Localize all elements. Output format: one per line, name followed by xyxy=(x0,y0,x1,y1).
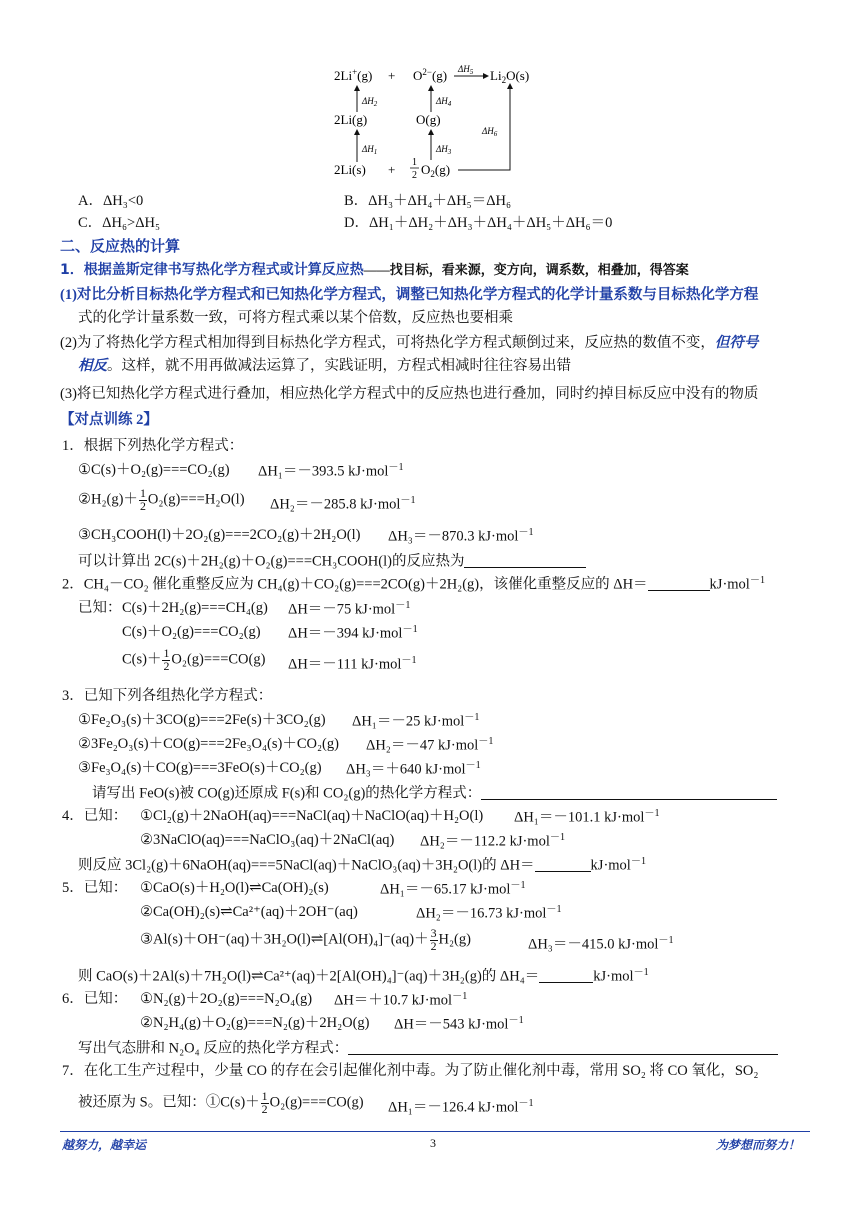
diagram-plus: + xyxy=(388,68,396,83)
diagram-label-dh1: $\Delta H_1$ xyxy=(362,144,378,156)
q6-eq2: ②N₂H₄(g)＋O₂(g)===N₂(g)＋2H₂O(g) xyxy=(140,1015,370,1031)
diagram-label-dh6: $\Delta H_6$ xyxy=(482,126,498,138)
q6-eq1-dh: ΔH＝＋10.7 kJ·mol$^{-1}$ xyxy=(334,991,468,1009)
footer-rule xyxy=(60,1131,810,1132)
diagram-half-den: 2 xyxy=(412,170,417,181)
point1-para1: (1)对比分析目标热化学方程式和已知热化学方程式，调整已知热化学方程式的化学计量系数与目标热化学方程 xyxy=(60,287,759,303)
diagram-li-solid: 2Li(s) xyxy=(334,162,366,177)
q4-answer-blank[interactable] xyxy=(535,856,591,872)
equilibrium-arrow-icon: ⇌ xyxy=(220,904,233,920)
diagram-o-gas: O(g) xyxy=(416,112,441,127)
q3-eq2: ②3Fe₂O₃(s)＋CO(g)===2Fe₃O₄(s)＋CO₂(g) xyxy=(78,736,339,752)
point1-heading xyxy=(60,262,689,279)
q4-question: 则反应 3Cl₂(g)＋6NaOH(aq)===5NaCl(aq)＋NaClO₃(aq)＋3H₂O(l)的 ΔH＝ kJ·mol$^{-1}$ xyxy=(78,856,647,874)
energy-cycle-diagram xyxy=(320,62,590,190)
q5-stem: 5．已知： xyxy=(62,880,128,896)
point1-title: 1．根据盖斯定律书写热化学方程式或计算反应热 xyxy=(60,262,364,278)
q2-eq3-dh: ΔH＝－111 kJ·mol$^{-1}$ xyxy=(288,655,417,673)
diagram-label-dh5: $\Delta H_5$ xyxy=(458,64,474,76)
q4-eq2-dh: ΔH₂＝－112.2 kJ·mol$^{-1}$ xyxy=(420,832,566,850)
q1-stem: 1．根据下列热化学方程式： xyxy=(62,438,244,454)
q1-eq3: ③CH₃COOH(l)＋2O₂(g)===2CO₂(g)＋2H₂O(l) xyxy=(78,527,361,543)
q3-answer-blank[interactable] xyxy=(481,784,777,800)
q2-eq1-dh: ΔH＝－75 kJ·mol$^{-1}$ xyxy=(288,600,411,618)
q6-eq1: ①N₂(g)＋2O₂(g)===N₂O₄(g) xyxy=(140,991,313,1007)
q6-answer-blank[interactable] xyxy=(348,1039,778,1055)
point1-para2-cont: 相反。这样，就不用再做减法运算了，实践证明，方程式相减时往往容易出错 xyxy=(78,358,571,374)
half-fraction: $\frac{1}{2}$ xyxy=(139,486,146,513)
diagram-li-ion: 2Li+(g) xyxy=(334,67,373,83)
q5-eq2-dh: ΔH₂＝－16.73 kJ·mol$^{-1}$ xyxy=(416,904,562,922)
footer-motto-right: 为梦想而努力！ xyxy=(716,1138,801,1152)
diagram-label-dh2: $\Delta H_2$ xyxy=(362,96,378,108)
point1-para2: (2)为了将热化学方程式相加得到目标热化学方程式，可将热化学方程式颠倒过来，反应热的数值不变，但符号 xyxy=(60,335,759,351)
option-b: B．ΔH₃＋ΔH₄＋ΔH₅＝ΔH₆ xyxy=(344,193,512,209)
q3-eq2-dh: ΔH₂＝－47 kJ·mol$^{-1}$ xyxy=(366,736,494,754)
q5-eq3-dh: ΔH₃＝－415.0 kJ·mol$^{-1}$ xyxy=(528,935,674,953)
diagram-li2o: $Li_2O(s)$ xyxy=(490,68,530,85)
q1-eq3-dh: ΔH₃＝－870.3 kJ·mol$^{-1}$ xyxy=(388,527,534,545)
diagram-label-dh3: $\Delta H_3$ xyxy=(436,144,452,156)
equilibrium-arrow-icon: ⇌ xyxy=(310,931,324,948)
point1-para1-cont: 式的化学计量系数一致，可将方程式乘以某个倍数，反应热也要相乘 xyxy=(78,310,513,326)
q3-eq3: ③Fe₃O₄(s)＋CO(g)===3FeO(s)＋CO₂(g) xyxy=(78,760,322,776)
q1-question: 可以计算出 2C(s)＋2H₂(g)＋O₂(g)===CH₃COOH(l)的反应热为 xyxy=(78,552,586,570)
q5-answer-blank[interactable] xyxy=(539,967,593,983)
equilibrium-arrow-icon: ⇌ xyxy=(251,968,264,985)
footer-motto-left: 越努力，越幸运 xyxy=(62,1138,147,1152)
option-d: D．ΔH₁＋ΔH₂＋ΔH₃＋ΔH₄＋ΔH₅＋ΔH₆＝0 xyxy=(344,215,613,231)
q1-eq2: ②H₂(g)＋ $\frac{1}{2}$ O₂(g)===H₂O(l) xyxy=(78,486,245,513)
q4-eq2: ②3NaClO(aq)===NaClO₃(aq)＋2NaCl(aq) xyxy=(140,832,395,848)
section-title: 二、反应热的计算 xyxy=(60,237,181,255)
point1-steps: ——找目标，看来源，变方向，调系数，相叠加，得答案 xyxy=(363,262,689,277)
diagram-plus2: + xyxy=(388,162,396,177)
q2-eq2-dh: ΔH＝－394 kJ·mol$^{-1}$ xyxy=(288,624,418,642)
q5-eq1-dh: ΔH₁＝－65.17 kJ·mol$^{-1}$ xyxy=(380,880,526,898)
q4-eq1: ①Cl₂(g)＋2NaOH(aq)===NaCl(aq)＋NaClO(aq)＋H₂O(l) xyxy=(140,808,484,824)
q4-stem: 4．已知： xyxy=(62,808,128,824)
q3-eq1: ①Fe₂O₃(s)＋3CO(g)===2Fe(s)＋3CO₂(g) xyxy=(78,712,326,728)
q2-known-label: 已知： xyxy=(78,600,122,616)
diagram-li-gas: 2Li(g) xyxy=(334,112,368,127)
q7-line2: 被还原为 S。已知：①C(s)＋ $\frac{1}{2}$ O₂(g)===CO(g) xyxy=(78,1089,364,1116)
q4-eq1-dh: ΔH₁＝－101.1 kJ·mol$^{-1}$ xyxy=(514,808,660,826)
q5-question: 则 CaO(s)＋2Al(s)＋7H₂O(l)⇌Ca²⁺(aq)＋2[Al(OH)₄]⁻(aq)＋3H₂(g)的 ΔH₄＝ kJ·mol$^{-1}$ xyxy=(78,967,649,985)
diagram-half-num: 1 xyxy=(412,157,417,168)
diagram-label-dh4: $\Delta H_4$ xyxy=(436,96,452,108)
q1-eq2-dh: ΔH₂＝－285.8 kJ·mol$^{-1}$ xyxy=(270,495,416,513)
q1-eq1: ①C(s)＋O₂(g)===CO₂(g) xyxy=(78,462,230,478)
q5-eq1: ①CaO(s)＋H₂O(l)⇌Ca(OH)₂(s) xyxy=(140,880,329,896)
q2-eq3: C(s)＋ $\frac{1}{2}$ O₂(g)===CO(g) xyxy=(122,646,266,673)
option-a: A．ΔH₃<0 xyxy=(78,193,144,209)
q6-stem: 6．已知： xyxy=(62,991,128,1007)
q3-eq1-dh: ΔH₁＝－25 kJ·mol$^{-1}$ xyxy=(352,712,480,730)
q2-eq2: C(s)＋O₂(g)===CO₂(g) xyxy=(122,624,261,640)
training-label: 【对点训练 2】 xyxy=(60,412,158,428)
option-c: C．ΔH₆>ΔH₅ xyxy=(78,215,161,231)
q5-eq2: ②Ca(OH)₂(s)⇌Ca²⁺(aq)＋2OH⁻(aq) xyxy=(140,904,358,920)
diagram-o2-gas: $O_2(g)$ xyxy=(421,162,451,179)
equilibrium-arrow-icon: ⇌ xyxy=(249,880,262,896)
q6-question: 写出气态肼和 N₂O₄ 反应的热化学方程式： xyxy=(78,1039,778,1057)
q2-stem: 2．CH₄－CO₂ 催化重整反应为 CH₄(g)＋CO₂(g)===2CO(g)＋2H₂(g)，该催化重整反应的 ΔH＝ kJ·mol$^{-1}$ xyxy=(62,575,766,593)
q3-question: 请写出 FeO(s)被 CO(g)还原成 F(s)和 CO₂(g)的热化学方程式： xyxy=(92,784,777,802)
q6-eq2-dh: ΔH＝－543 kJ·mol$^{-1}$ xyxy=(394,1015,524,1033)
q5-eq3: ③Al(s)＋OH⁻(aq)＋3H₂O(l)⇌[Al(OH)₄]⁻(aq)＋ $\frac{3}{2}$ H₂(g) xyxy=(140,926,471,953)
q3-stem: 3．已知下列各组热化学方程式： xyxy=(62,688,273,704)
point1-para3: (3)将已知热化学方程式进行叠加，相应热化学方程式中的反应热也进行叠加，同时约掉目标反应中没有的物质 xyxy=(60,386,759,402)
q7-line1: 7．在化工生产过程中，少量 CO 的存在会引起催化剂中毒。为了防止催化剂中毒，常用 SO₂ 将 CO 氧化，SO₂ xyxy=(62,1063,759,1079)
three-halves-fraction: $\frac{3}{2}$ xyxy=(430,926,437,953)
q1-answer-blank[interactable] xyxy=(464,552,586,568)
q3-eq3-dh: ΔH₃＝＋640 kJ·mol$^{-1}$ xyxy=(346,760,481,778)
page-number: 3 xyxy=(430,1136,436,1150)
q1-eq1-dh: ΔH₁＝－393.5 kJ·mol$^{-1}$ xyxy=(258,462,404,480)
q2-answer-blank[interactable] xyxy=(648,575,710,591)
diagram-oxide-ion: $O^{2-}(g)$ xyxy=(413,67,448,83)
q7-line2-dh: ΔH₁＝－126.4 kJ·mol$^{-1}$ xyxy=(388,1098,534,1116)
half-fraction: $\frac{1}{2}$ xyxy=(163,646,170,673)
q2-eq1: C(s)＋2H₂(g)===CH₄(g) xyxy=(122,600,268,616)
half-fraction: $\frac{1}{2}$ xyxy=(261,1089,268,1116)
